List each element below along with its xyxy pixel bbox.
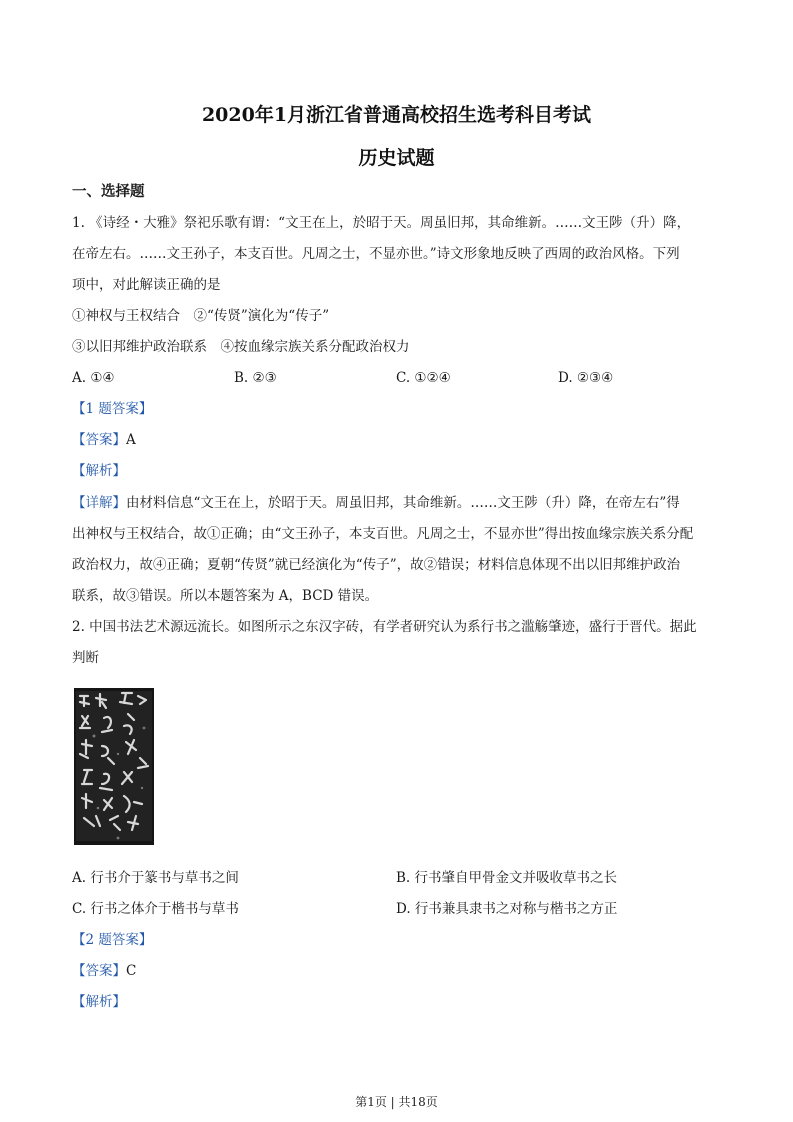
section-heading: 一、选择题: [72, 183, 145, 200]
q1-stem-line-2: 在帝左右。……文王孙子，本支百世。凡周之士，不显亦世。”诗文形象地反映了西周的政治风格。下列: [72, 246, 680, 262]
q2-answer-header: 【2 题答案】: [72, 932, 153, 948]
q2-stem-line-2: 判断: [72, 650, 99, 666]
q2-option-c: C. 行书之体介于楷书与草书: [72, 901, 239, 917]
q2-analysis-tag: 【解析】: [72, 994, 126, 1010]
answer-tag: 【答案】: [72, 432, 126, 448]
brick-rubbing-image: [74, 688, 154, 845]
q1-items-line-2: ③以旧邦维护政治联系 ④按血缘宗族关系分配政治权力: [72, 339, 410, 355]
exam-subtitle: 历史试题: [358, 147, 435, 169]
q1-detail-line-1: [72, 493, 732, 513]
q1-answer: [72, 430, 732, 450]
q1-option-d: D. ②③④: [558, 370, 614, 386]
answer-value: A: [126, 432, 136, 448]
q1-analysis-tag: 【解析】: [72, 463, 126, 479]
exam-title: 2020年1月浙江省普通高校招生选考科目考试: [201, 104, 592, 126]
detail-tag: 【详解】: [72, 495, 126, 511]
q1-detail-line-2: 出神权与王权结合，故①正确；由“文王孙子，本支百世。凡周之士，不显亦世”得出按血缘宗族关系分配: [72, 526, 694, 542]
q2-option-b: B. 行书肇自甲骨金文并吸收草书之长: [396, 870, 618, 886]
page-footer: 第1页 | 共18页: [355, 1095, 438, 1109]
q2-option-a: A. 行书介于篆书与草书之间: [72, 870, 239, 886]
q1-detail-line-3: 政治权力，故④正确；夏朝“传贤”就已经演化为“传子”，故②错误；材料信息体现不出以旧邦维护政治: [72, 557, 681, 573]
q1-detail-line-4: 联系，故③错误。所以本题答案为 A，BCD 错误。: [72, 588, 379, 604]
q1-items-line-1: ①神权与王权结合 ②“传贤”演化为“传子”: [72, 308, 330, 324]
q1-option-c: C. ①②④: [396, 370, 451, 386]
q2-answer: [72, 961, 732, 981]
q1-stem-line-3: 项中，对此解读正确的是: [72, 277, 221, 293]
q1-option-a: A. ①④: [72, 370, 115, 386]
q2-stem-line-1: 2. 中国书法艺术源远流长。如图所示之东汉字砖，有学者研究认为系行书之滥觞肇迹，盛行于晋代。据此: [72, 619, 697, 635]
q1-answer-header: 【1 题答案】: [72, 401, 153, 417]
q1-stem-line-1: 1. 《诗经・大雅》祭祀乐歌有谓：“文王在上，於昭于天。周虽旧邦，其命维新。……文王陟（升）降，: [72, 215, 691, 231]
answer-tag: 【答案】: [72, 963, 126, 979]
q1-option-b: B. ②③: [234, 370, 277, 386]
q2-option-d: D. 行书兼具隶书之对称与楷书之方正: [396, 901, 618, 917]
answer-value: C: [126, 963, 137, 979]
detail-text: 由材料信息“文王在上，於昭于天。周虽旧邦，其命维新。……文王陟（升）降，在帝左右”得: [126, 495, 680, 511]
